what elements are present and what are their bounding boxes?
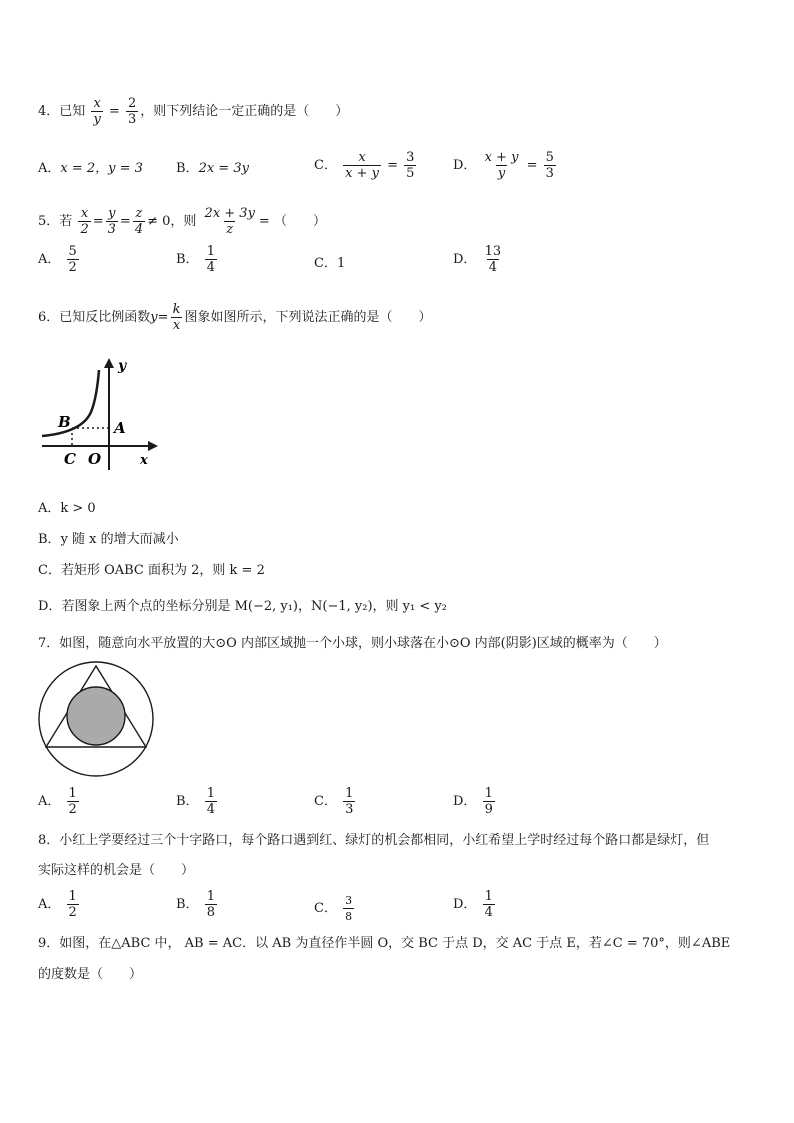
option-fraction — [343, 150, 381, 181]
stem-prefix: 已知反比例函数 — [59, 310, 151, 325]
q5-option-c[interactable] — [314, 255, 345, 273]
q6-option-c[interactable] — [38, 562, 265, 580]
question-number: 6． — [38, 310, 60, 325]
q4-option-a[interactable] — [38, 160, 143, 178]
option-fraction — [67, 889, 79, 920]
denominator: 3 — [545, 166, 554, 181]
option-label: C． — [314, 794, 337, 809]
numerator: 1 — [484, 889, 493, 904]
y-axis-arrow-icon — [104, 358, 114, 368]
denominator: x + y — [345, 166, 379, 181]
numerator: 2x + 3y — [204, 206, 255, 221]
denominator: 8 — [206, 905, 215, 920]
fraction-value — [126, 96, 138, 127]
q8-option-d[interactable] — [453, 889, 497, 920]
q6-option-a[interactable] — [38, 500, 96, 518]
denominator: y — [497, 166, 506, 181]
q4-option-b[interactable] — [176, 160, 249, 178]
option-fraction — [343, 786, 355, 817]
q8-option-c[interactable] — [314, 893, 356, 924]
option-label: B． — [176, 252, 199, 267]
numerator: y — [108, 206, 116, 221]
option-label: C． — [38, 563, 61, 578]
denominator: 2 — [80, 222, 89, 237]
numerator: 1 — [68, 786, 77, 801]
option-label: A． — [38, 252, 61, 267]
origin-o-label: O — [88, 450, 102, 468]
denominator: 3 — [345, 802, 354, 817]
option-fraction — [483, 889, 495, 920]
numerator: x + y — [484, 150, 519, 165]
denominator: 4 — [206, 802, 215, 817]
option-value — [404, 150, 416, 181]
fraction-k-x — [171, 302, 183, 333]
q5-option-b[interactable] — [176, 244, 219, 275]
x-axis-label: x — [140, 453, 148, 468]
denominator: 5 — [406, 166, 415, 181]
stem-text: 如图，在△ABC 中， AB = AC．以 AB 为直径作半圆 O，交 BC 于点 D，交 AC 于点 E，若∠C = 70°，则∠ABE — [59, 936, 731, 951]
fraction-y-3 — [106, 206, 118, 237]
stem-prefix: 若 — [59, 214, 73, 229]
denominator: 9 — [484, 802, 493, 817]
option-text: 若矩形 OABC 面积为 2，则 k = 2 — [60, 563, 265, 578]
q7-option-a[interactable] — [38, 786, 81, 817]
question-number: 9． — [38, 936, 60, 951]
option-label: D． — [453, 794, 477, 809]
stem-suffix: = （ ） — [258, 214, 326, 229]
question-9-stem-line2 — [38, 966, 142, 984]
option-label: B． — [176, 161, 199, 176]
point-b-label: B — [58, 413, 71, 431]
q4-option-d[interactable] — [453, 150, 558, 181]
option-label: C． — [314, 256, 337, 271]
y-axis-label: y — [118, 358, 127, 374]
numerator: k — [172, 302, 181, 317]
question-number: 7． — [38, 636, 60, 651]
stem-text: 小红上学要经过三个十字路口，每个路口遇到红、绿灯的机会都相同，小红希望上学时经过每个路口都是绿灯，但 — [59, 833, 710, 848]
q4-option-c[interactable] — [314, 150, 418, 181]
point-a-label: A — [114, 419, 126, 437]
option-label: D． — [38, 599, 62, 614]
small-shaded-circle — [67, 687, 125, 745]
option-label: A． — [38, 897, 61, 912]
denominator: y — [93, 112, 101, 127]
option-fraction — [483, 786, 495, 817]
q5-option-d[interactable] — [453, 244, 505, 275]
inverse-function-graph — [36, 350, 166, 475]
q5-option-a[interactable] — [38, 244, 81, 275]
denominator: z — [226, 222, 234, 237]
not-equal-zero: ≠ 0 — [147, 214, 171, 229]
numerator: 3 — [345, 894, 353, 907]
var-y: y — [150, 310, 158, 325]
equals-sign: = — [157, 310, 169, 325]
stem-prefix: 已知 — [59, 104, 86, 119]
numerator: 3 — [406, 150, 415, 165]
x-axis-arrow-icon — [148, 441, 158, 451]
option-fraction — [483, 150, 521, 181]
option-fraction — [483, 244, 504, 275]
numerator: x — [80, 206, 89, 221]
numerator: 1 — [345, 786, 354, 801]
stem-text: 如图，随意向水平放置的大⊙O 内部区域抛一个小球，则小球落在小⊙O 内部(阴影)区域的概率为（ ） — [59, 636, 667, 651]
numerator: 2 — [127, 96, 137, 111]
option-text: x = 2，y = 3 — [60, 161, 143, 176]
fraction-x-over-y — [91, 96, 102, 127]
question-number: 5． — [38, 214, 60, 229]
option-fraction — [205, 244, 217, 275]
question-number: 8． — [38, 833, 60, 848]
numerator: 1 — [206, 244, 215, 259]
equals-sign: = — [387, 158, 398, 173]
equals-sign: = — [119, 214, 131, 229]
question-number: 4． — [38, 104, 60, 119]
question-8-stem-line2 — [38, 862, 194, 880]
denominator: 8 — [345, 910, 353, 923]
stem-text: 实际这样的机会是（ ） — [38, 863, 195, 878]
numerator: 1 — [206, 786, 215, 801]
question-4-stem — [38, 96, 348, 127]
option-text: 1 — [336, 256, 346, 271]
denominator: 4 — [206, 260, 215, 275]
q7-option-d[interactable] — [453, 786, 497, 817]
option-fraction — [343, 893, 354, 924]
question-8-stem-line1 — [38, 832, 709, 850]
denominator: 2 — [68, 802, 77, 817]
denominator: 2 — [68, 260, 77, 275]
denominator: x — [172, 318, 181, 333]
numerator: z — [135, 206, 143, 221]
fraction-z-4 — [133, 206, 145, 237]
option-fraction — [205, 889, 217, 920]
option-label: D． — [453, 897, 477, 912]
fraction-x-2 — [78, 206, 90, 237]
stem-suffix: ，则下列结论一定正确的是（ ） — [140, 104, 349, 119]
numerator: x — [358, 150, 366, 165]
option-label: B． — [176, 897, 199, 912]
numerator: 1 — [68, 889, 77, 904]
option-label: A． — [38, 501, 61, 516]
point-c-label: C — [64, 450, 76, 468]
denominator: 4 — [484, 905, 493, 920]
numerator: 5 — [545, 150, 554, 165]
denominator: 4 — [488, 260, 497, 275]
option-label: D． — [453, 252, 477, 267]
option-label: A． — [38, 794, 61, 809]
denominator: 3 — [107, 222, 116, 237]
equals-sign: = — [526, 158, 538, 173]
option-label: B． — [176, 794, 199, 809]
option-label: B． — [38, 532, 61, 547]
q8-option-b[interactable] — [176, 889, 219, 920]
option-label: C． — [314, 901, 337, 916]
q8-option-a[interactable] — [38, 889, 81, 920]
q7-option-b[interactable] — [176, 786, 219, 817]
option-text: k > 0 — [60, 501, 96, 516]
denominator: 3 — [127, 112, 137, 127]
option-label: C． — [314, 158, 337, 173]
option-text: 2x = 3y — [198, 161, 249, 176]
question-5-stem — [38, 206, 326, 237]
option-fraction — [205, 786, 217, 817]
numerator: 1 — [206, 889, 215, 904]
fraction-expression — [203, 206, 257, 237]
question-6-stem — [38, 302, 431, 333]
option-fraction — [67, 786, 79, 817]
numerator: 13 — [484, 244, 502, 259]
denominator: 4 — [134, 222, 144, 237]
equals-sign: = — [92, 214, 104, 229]
option-value — [544, 150, 556, 181]
stem-mid: ，则 — [170, 214, 197, 229]
q6-option-d[interactable] — [38, 598, 447, 616]
stem-text: 的度数是（ ） — [38, 967, 143, 982]
equals-sign: = — [108, 104, 120, 119]
question-7-stem — [38, 635, 667, 653]
question-9-stem-line1 — [38, 935, 730, 953]
q6-option-b[interactable] — [38, 531, 179, 549]
circle-triangle-figure — [36, 660, 158, 780]
numerator: 5 — [68, 244, 77, 259]
numerator: 1 — [484, 786, 493, 801]
q7-option-c[interactable] — [314, 786, 357, 817]
numerator: x — [93, 96, 101, 111]
option-text: y 随 x 的增大而减小 — [60, 532, 179, 547]
option-label: A． — [38, 161, 61, 176]
stem-suffix: 图象如图所示，下列说法正确的是（ ） — [184, 310, 432, 325]
option-fraction — [67, 244, 79, 275]
denominator: 2 — [68, 905, 77, 920]
option-text: 若图象上两个点的坐标分别是 M(−2, y₁)，N(−1, y₂)，则 y₁ < y₂ — [61, 599, 447, 614]
option-label: D． — [453, 158, 477, 173]
